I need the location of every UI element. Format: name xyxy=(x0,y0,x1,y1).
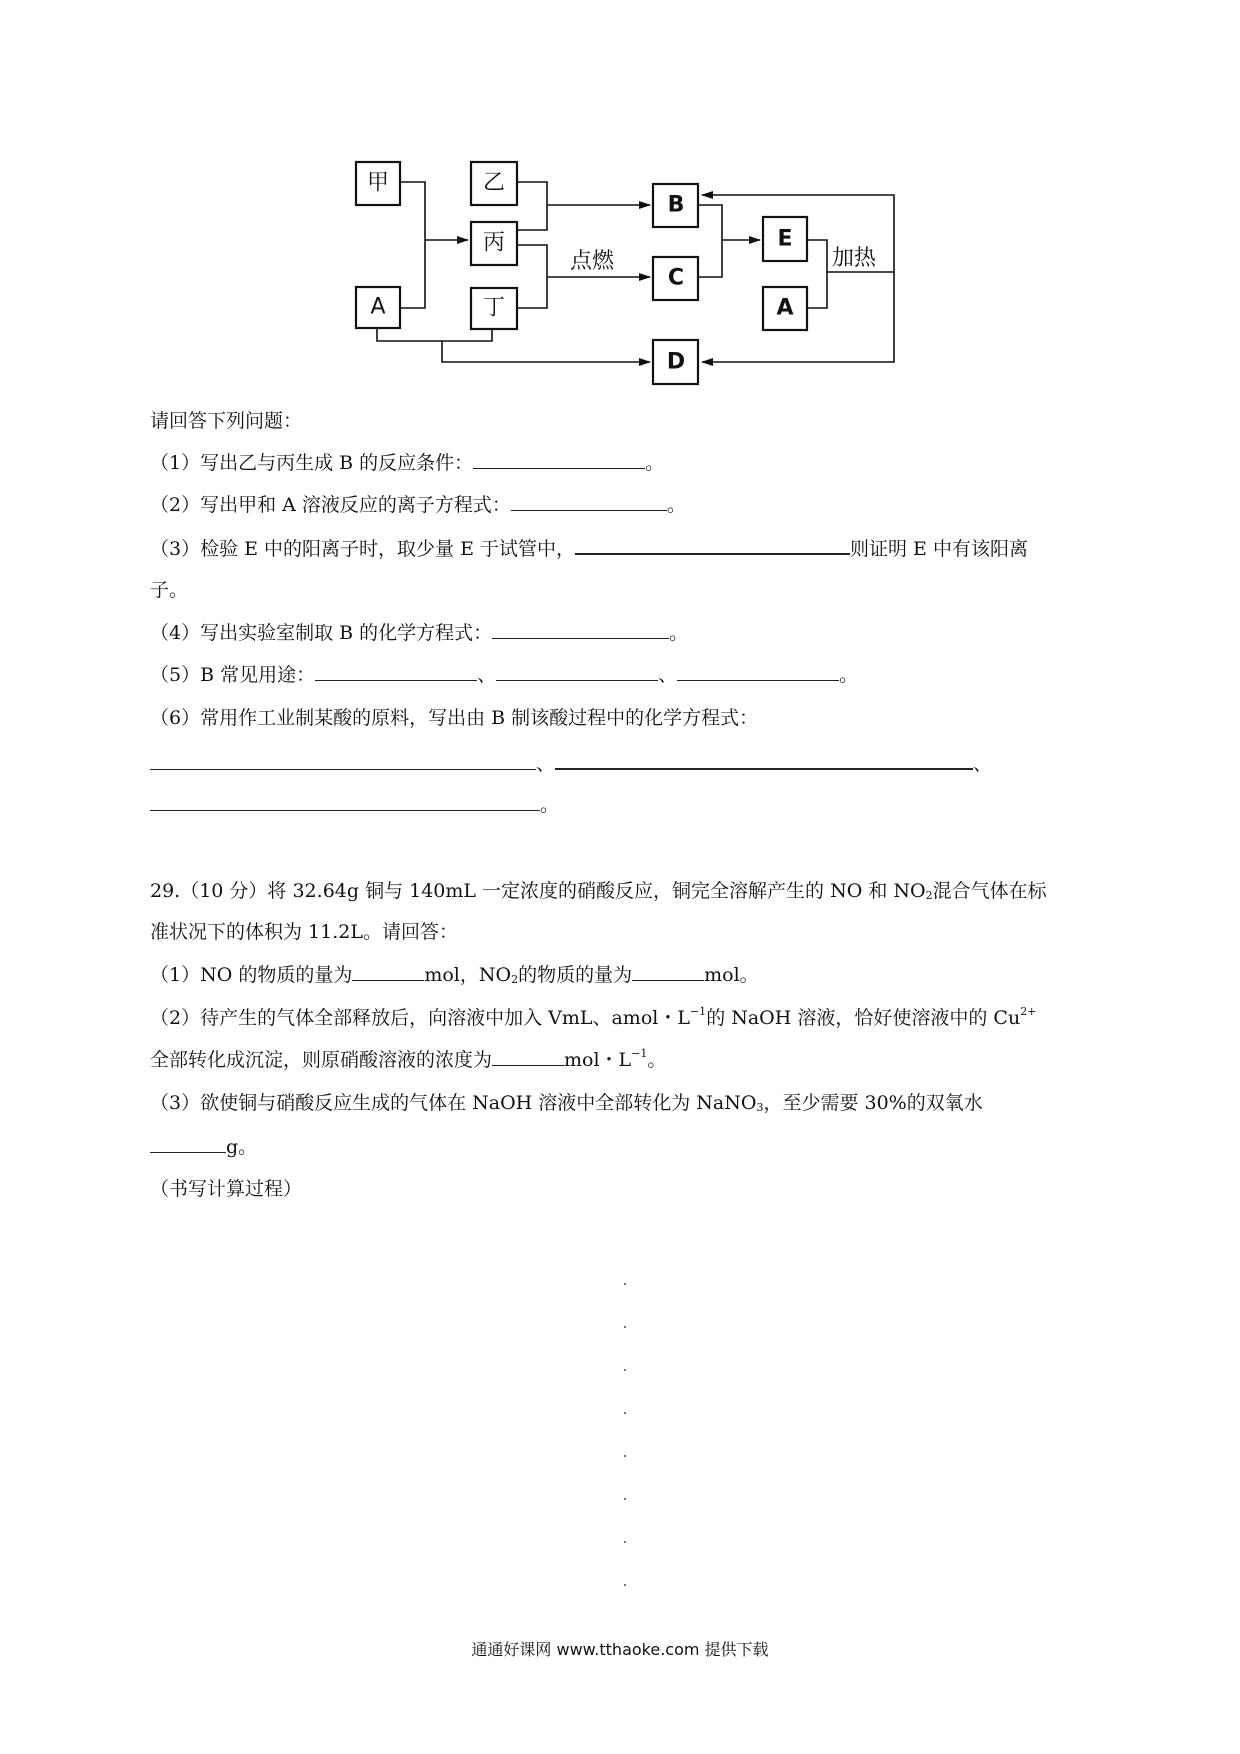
q28-part-2 xyxy=(150,492,686,518)
box-yi-label: 乙 xyxy=(482,170,506,196)
subscript: 2 xyxy=(511,973,519,986)
answer-blank[interactable] xyxy=(150,751,536,770)
q29-part-3-text-2: ，至少需要 30%的双氧水 xyxy=(763,1092,983,1114)
reaction-flow-diagram xyxy=(0,0,1240,400)
scan-dot xyxy=(624,1412,626,1414)
answer-blank[interactable] xyxy=(315,662,477,681)
q28-part-4 xyxy=(150,620,688,646)
page-footer: 通通好课网 www.tthaoke.com 提供下载 xyxy=(471,1640,769,1659)
separator: 、 xyxy=(973,753,993,775)
box-a-left xyxy=(356,287,400,328)
box-b xyxy=(653,184,698,227)
box-e xyxy=(763,217,807,261)
box-a-left-label: A xyxy=(370,294,386,320)
unit: mol・L xyxy=(564,1049,632,1071)
scan-dot xyxy=(624,1369,626,1371)
box-ding-label: 丁 xyxy=(482,295,506,321)
superscript: −1 xyxy=(631,1047,648,1060)
scan-dot xyxy=(624,1455,626,1457)
q28-part-2-end: 。 xyxy=(666,494,686,516)
answer-blank[interactable] xyxy=(473,450,645,469)
q28-part-6-end: 。 xyxy=(540,794,560,816)
q29-part-1-text-3: 的物质的量为 xyxy=(518,964,633,986)
q29-stem-text: 29.（10 分）将 32.64g 铜与 140mL 一定浓度的硝酸反应，铜完全溶解产生的 NO 和 NO xyxy=(150,880,926,902)
q29-part-2-end: 。 xyxy=(647,1049,667,1071)
q29-part-2-text-3: 全部转化成沉淀，则原硝酸溶液的浓度为 xyxy=(150,1049,493,1071)
separator: 、 xyxy=(658,664,678,686)
q28-part-1-text: （1）写出乙与丙生成 B 的反应条件： xyxy=(150,452,474,474)
q28-part-2-text: （2）写出甲和 A 溶液反应的离子方程式： xyxy=(150,494,511,516)
q28-part-6: （6）常用作工业制某酸的原料，写出由 B 制该酸过程中的化学方程式： xyxy=(150,707,759,729)
q28-prompt: 请回答下列问题： xyxy=(150,410,303,432)
box-yi xyxy=(471,162,517,205)
box-ding xyxy=(471,288,517,329)
q28-part-3 xyxy=(150,535,1028,562)
box-bing-label: 丙 xyxy=(482,230,506,256)
q28-part-3-end: 则证明 E 中有该阳离 xyxy=(850,538,1028,560)
scan-dot xyxy=(624,1541,626,1543)
answer-blank[interactable] xyxy=(677,662,839,681)
q29-part-1-end: 。 xyxy=(739,964,759,986)
ignite-label: 点燃 xyxy=(570,249,615,274)
separator: 、 xyxy=(536,753,556,775)
box-e-label: E xyxy=(777,226,793,252)
superscript: 2+ xyxy=(1020,1005,1037,1018)
answer-blank[interactable] xyxy=(150,1134,226,1153)
q29-part-3-cont xyxy=(150,1134,257,1160)
answer-blank[interactable] xyxy=(150,792,540,811)
scan-dot xyxy=(624,1283,626,1285)
q29-stem-text-end: 混合气体在标 xyxy=(932,880,1047,902)
answer-blank[interactable] xyxy=(555,750,973,770)
q29-stem-line-1 xyxy=(150,878,1047,904)
unit: mol xyxy=(424,964,460,986)
answer-blank[interactable] xyxy=(492,1047,564,1066)
subscript: 2 xyxy=(925,889,933,902)
unit: g xyxy=(226,1136,239,1158)
q29-part-3-text: （3）欲使铜与硝酸反应生成的气体在 NaOH 溶液中全部转化为 NaNO xyxy=(150,1092,757,1114)
q28-part-3-cont: 子。 xyxy=(150,579,189,601)
q29-part-2-text: （2）待产生的气体全部释放后，向溶液中加入 VmL、amol・L xyxy=(150,1007,690,1029)
box-c xyxy=(653,257,698,300)
scan-dot xyxy=(624,1584,626,1586)
heat-label: 加热 xyxy=(832,246,877,271)
answer-blank[interactable] xyxy=(496,662,658,681)
unit: mol xyxy=(704,964,740,986)
answer-blank[interactable] xyxy=(632,962,704,981)
box-d xyxy=(653,340,698,384)
q28-part-1 xyxy=(150,450,664,476)
q29-part-1-text-2: ，NO xyxy=(459,964,512,986)
q28-part-4-end: 。 xyxy=(669,622,689,644)
q29-part-3 xyxy=(150,1090,983,1116)
q28-part-6-blanks-1 xyxy=(150,750,992,777)
q28-part-1-end: 。 xyxy=(645,452,665,474)
q28-part-4-text: （4）写出实验室制取 B 的化学方程式： xyxy=(150,622,493,644)
box-a-right-label: A xyxy=(776,295,794,321)
answer-blank[interactable] xyxy=(511,492,667,511)
box-bing xyxy=(471,222,517,265)
box-jia-label: 甲 xyxy=(366,170,390,196)
q29-part-1-text: （1）NO 的物质的量为 xyxy=(150,964,353,986)
q28-part-5-text: （5）B 常见用途： xyxy=(150,664,316,686)
answer-blank[interactable] xyxy=(352,962,424,981)
answer-blank[interactable] xyxy=(492,620,669,639)
separator: 、 xyxy=(477,664,497,686)
box-c-label: C xyxy=(667,265,685,291)
q29-part-2-text-2: 的 NaOH 溶液，恰好使溶液中的 Cu xyxy=(706,1007,1021,1029)
q28-part-6-blanks-2 xyxy=(150,792,559,818)
scan-dot xyxy=(624,1326,626,1328)
answer-blank[interactable] xyxy=(575,535,850,555)
superscript: −1 xyxy=(689,1005,707,1018)
q28-part-5-end: 。 xyxy=(839,664,859,686)
q29-part-3-end: 。 xyxy=(238,1136,258,1158)
q29-part-2 xyxy=(150,1005,1036,1031)
box-a-right xyxy=(763,287,807,330)
q29-note: （书写计算过程） xyxy=(150,1178,303,1200)
subscript: 3 xyxy=(756,1101,764,1114)
q29-part-2-cont xyxy=(150,1047,666,1073)
box-b-label: B xyxy=(667,192,685,218)
box-d-label: D xyxy=(666,349,686,375)
scan-dot xyxy=(624,1498,626,1500)
q29-stem-line-2: 准状况下的体积为 11.2L。请回答： xyxy=(150,921,458,943)
q29-part-1 xyxy=(150,962,759,988)
q28-part-3-text: （3）检验 E 中的阳离子时，取少量 E 于试管中， xyxy=(150,538,575,560)
box-jia xyxy=(356,162,400,205)
diagram-connectors xyxy=(377,182,894,362)
q28-part-5 xyxy=(150,662,858,688)
